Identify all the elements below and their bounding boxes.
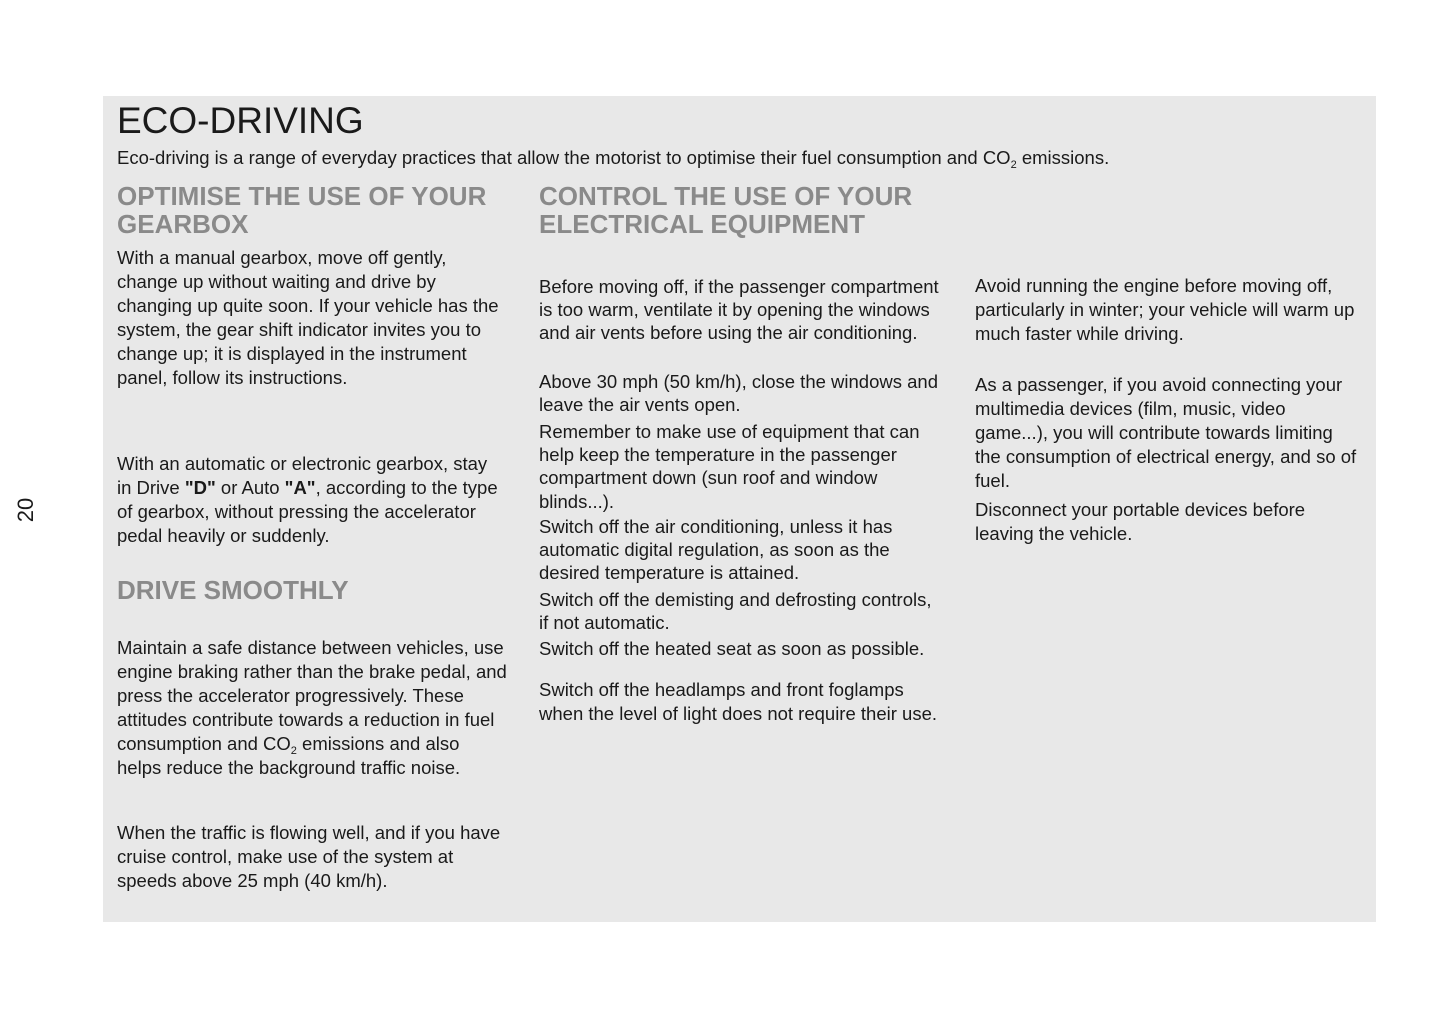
drive-smoothly-co2-subscript: 2	[290, 745, 297, 757]
drive-smoothly-para1	[117, 636, 507, 780]
page-title: ECO-DRIVING	[117, 100, 364, 141]
intro-co2-subscript: 2	[1010, 159, 1017, 171]
intro-text	[117, 146, 1109, 170]
drive-smoothly-heading: DRIVE SMOOTHLY	[117, 575, 349, 605]
auto-mode-label: "A"	[284, 477, 316, 498]
right-column-item: As a passenger, if you avoid connecting your multimedia devices (film, music, video game...), you will contribute towards limiting the consumption of electrical energy, and so of fuel.	[975, 374, 1357, 491]
electrical-item: Remember to make use of equipment that can help keep the temperature in the passenger compartment down (sun roof and window blinds...).	[539, 421, 920, 512]
gearbox-heading	[117, 182, 517, 238]
manual-gearbox-text: With a manual gearbox, move off gently, change up without waiting and drive by changing up quite soon. If your vehicle has the system, the gear shift indicator invites you to change up; it is displayed in the instrument panel, follow its instructions.	[117, 247, 499, 388]
electrical-item: Switch off the headlamps and front foglamps when the level of light does not require their use.	[539, 679, 937, 724]
auto-gearbox-text-2: or Auto	[215, 477, 285, 498]
drive-smoothly-para1-main: Maintain a safe distance between vehicles, use engine braking rather than the brake pedal, and press the accelerator progressively. These attitudes contribute towards a reduction in fuel consumption and CO	[117, 637, 507, 754]
drive-smoothly-para1-end: emissions and also helps reduce the background traffic noise.	[117, 733, 461, 778]
electrical-item: Above 30 mph (50 km/h), close the windows and leave the air vents open.	[539, 371, 938, 416]
gearbox-heading-line1: OPTIMISE THE USE OF YOUR	[117, 181, 487, 211]
auto-gearbox-text-3: , according to the type of gearbox, without pressing the accelerator pedal heavily or suddenly.	[117, 477, 498, 546]
gearbox-heading-line2: GEARBOX	[117, 209, 249, 239]
page-number: 20	[13, 497, 38, 523]
electrical-item: Switch off the demisting and defrosting controls, if not automatic.	[539, 589, 932, 634]
electrical-heading-line2: ELECTRICAL EQUIPMENT	[539, 209, 865, 239]
electrical-heading	[539, 182, 959, 238]
right-column-item: Disconnect your portable devices before leaving the vehicle.	[975, 499, 1306, 544]
right-column-item: Avoid running the engine before moving off, particularly in winter; your vehicle will warm up much faster while driving.	[975, 275, 1355, 344]
auto-gearbox-text-1: With an automatic or electronic gearbox, stay in Drive	[117, 453, 488, 498]
electrical-item: Switch off the air conditioning, unless it has automatic digital regulation, as soon as the desired temperature is attained.	[539, 516, 893, 584]
intro-text-main: Eco-driving is a range of everyday practices that allow the motorist to optimise their fuel consumption and CO	[117, 147, 1011, 168]
drive-mode-label: "D"	[184, 477, 216, 498]
drive-smoothly-para2: When the traffic is flowing well, and if you have cruise control, make use of the system at speeds above 25 mph (40 km/h).	[117, 822, 501, 891]
electrical-item: Before moving off, if the passenger compartment is too warm, ventilate it by opening the windows and air vents before using the air conditioning.	[539, 276, 939, 344]
electrical-item: Switch off the heated seat as soon as possible.	[539, 638, 925, 659]
auto-gearbox-text	[117, 452, 502, 548]
intro-text-end: emissions.	[1016, 147, 1110, 168]
electrical-heading-line1: CONTROL THE USE OF YOUR	[539, 181, 913, 211]
